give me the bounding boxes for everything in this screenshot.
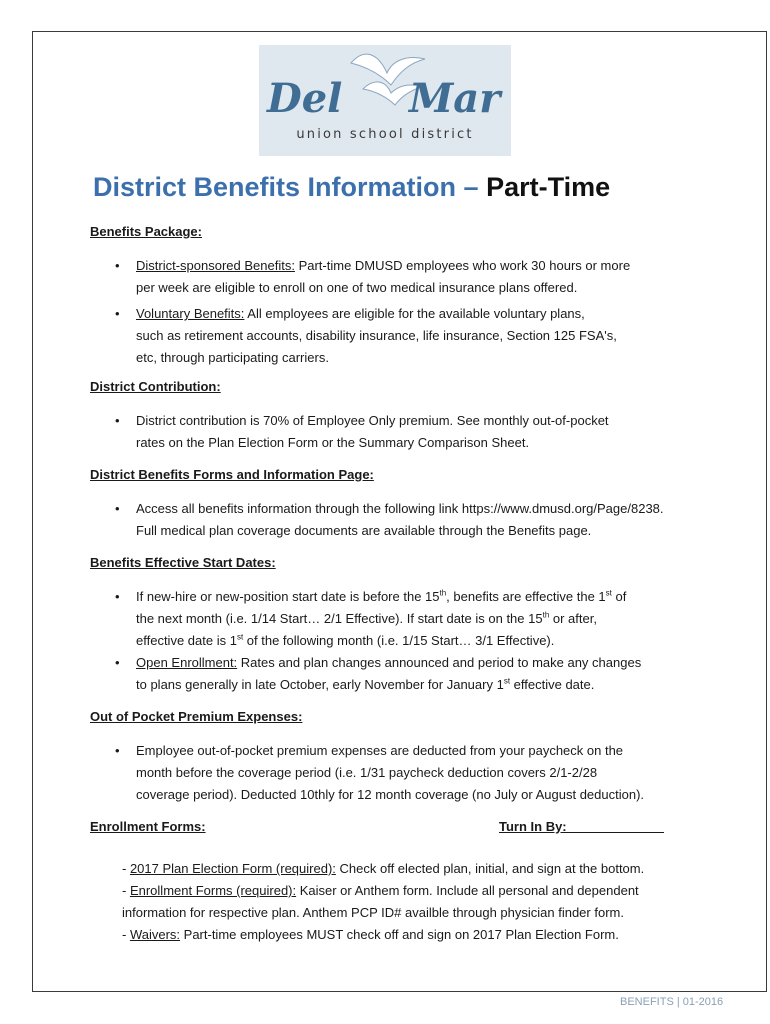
- item-text: Check off elected plan, initial, and sign at the bottom.: [335, 861, 645, 876]
- bullet-dot-icon: •: [115, 413, 120, 428]
- list-item: [122, 924, 730, 946]
- item-text: to plans generally in late October, early November for January 1: [136, 677, 504, 692]
- dash: -: [122, 883, 130, 898]
- forms-page-list: [90, 498, 730, 542]
- bullet-dot-icon: •: [115, 501, 120, 516]
- item-text: All employees are eligible for the available voluntary plans,: [244, 306, 585, 321]
- title-sub: Part-Time: [486, 172, 611, 202]
- benefits-package-list: [90, 255, 730, 369]
- bullet-dot-icon: •: [115, 589, 120, 604]
- list-item: [90, 410, 730, 454]
- item-text: coverage period). Deducted 10thly for 12 month coverage (no July or August deduction).: [136, 787, 645, 802]
- form-label: Enrollment Forms (required):: [129, 883, 297, 898]
- list-item: [90, 303, 730, 369]
- item-text: etc, through participating carriers.: [136, 350, 329, 365]
- item-label: Open Enrollment:: [136, 655, 238, 670]
- enrollment-forms-label: Enrollment Forms:: [90, 819, 206, 834]
- dash: -: [122, 927, 130, 942]
- section-heading-district-contribution: District Contribution:: [90, 379, 221, 394]
- item-text: rates on the Plan Election Form or the Summary Comparison Sheet.: [136, 435, 530, 450]
- logo-text-mar: Mar: [409, 75, 501, 122]
- superscript: st: [236, 632, 244, 642]
- item-text: Full medical plan coverage documents are available through the Benefits page.: [136, 523, 592, 538]
- section-heading-forms-page: District Benefits Forms and Information Page:: [90, 467, 374, 482]
- superscript: th: [542, 610, 550, 620]
- enrollment-forms-row: [90, 816, 730, 838]
- title-main: District Benefits Information –: [93, 172, 487, 202]
- item-text: If new-hire or new-position start date is before the 15: [136, 589, 440, 604]
- turn-in-date-blank: [565, 832, 664, 833]
- item-text: the next month (i.e. 1/14 Start… 2/1 Effective). If start date is on the 15: [136, 611, 543, 626]
- item-text: or after,: [549, 611, 597, 626]
- item-label: Voluntary Benefits:: [136, 306, 245, 321]
- district-logo: [259, 45, 511, 156]
- list-item-continued: information for respective plan. Anthem PCP ID# availble through physician finder form.: [122, 905, 624, 920]
- list-item: [90, 255, 730, 299]
- section-heading-start-dates: Benefits Effective Start Dates:: [90, 555, 276, 570]
- start-dates-list: [90, 586, 730, 696]
- item-text: of the following month (i.e. 1/15 Start… 3/1 Effective).: [243, 633, 555, 648]
- page-footer: BENEFITS | 01-2016: [620, 996, 724, 1008]
- bullet-dot-icon: •: [115, 306, 120, 321]
- item-text: Part-time employees MUST check off and sign on 2017 Plan Election Form.: [180, 927, 619, 942]
- item-text: , benefits are effective the 1: [446, 589, 606, 604]
- list-item: [90, 498, 730, 542]
- item-text: Employee out-of-pocket premium expenses are deducted from your paycheck on the: [136, 743, 624, 758]
- bullet-dot-icon: •: [115, 258, 120, 273]
- item-label: District-sponsored Benefits:: [136, 258, 295, 273]
- page-title: [93, 172, 610, 203]
- list-item: [90, 652, 730, 696]
- item-text: of: [611, 589, 627, 604]
- list-item: [90, 740, 730, 806]
- logo-subtitle: union school district: [296, 127, 474, 142]
- logo-text-del: Del: [267, 75, 343, 122]
- bullet-dot-icon: •: [115, 743, 120, 758]
- item-text: month before the coverage period (i.e. 1/31 paycheck deduction covers 2/1-2/28: [136, 765, 598, 780]
- oop-list: [90, 740, 730, 806]
- superscript: th: [439, 588, 447, 598]
- item-text: effective date.: [510, 677, 595, 692]
- item-text: effective date is 1: [136, 633, 237, 648]
- document-body: [90, 221, 730, 946]
- dash: -: [122, 861, 130, 876]
- enrollment-forms-list: [90, 858, 730, 946]
- item-text: Access all benefits information through the following link https://www.dmusd.org/Page/8238.: [136, 501, 664, 516]
- list-item: [122, 858, 730, 880]
- item-text: per week are eligible to enroll on one of two medical insurance plans offered.: [136, 280, 578, 295]
- list-item: [90, 586, 730, 652]
- section-heading-benefits-package: Benefits Package:: [90, 224, 202, 239]
- form-label: Waivers:: [129, 927, 181, 942]
- superscript: st: [503, 676, 511, 686]
- item-text: District contribution is 70% of Employee Only premium. See monthly out-of-pocket: [136, 413, 609, 428]
- item-text: Kaiser or Anthem form. Include all personal and dependent: [296, 883, 639, 898]
- bullet-dot-icon: •: [115, 655, 120, 670]
- item-text: Part-time DMUSD employees who work 30 hours or more: [294, 258, 631, 273]
- contribution-list: [90, 410, 730, 454]
- superscript: st: [605, 588, 612, 598]
- turn-in-by-label: Turn In By:: [499, 819, 567, 834]
- item-text: Rates and plan changes announced and period to make any changes: [237, 655, 642, 670]
- form-label: 2017 Plan Election Form (required):: [129, 861, 336, 876]
- section-heading-oop-expenses: Out of Pocket Premium Expenses:: [90, 709, 303, 724]
- item-text: such as retirement accounts, disability insurance, life insurance, Section 125 FSA's,: [136, 328, 617, 343]
- list-item: [122, 880, 730, 902]
